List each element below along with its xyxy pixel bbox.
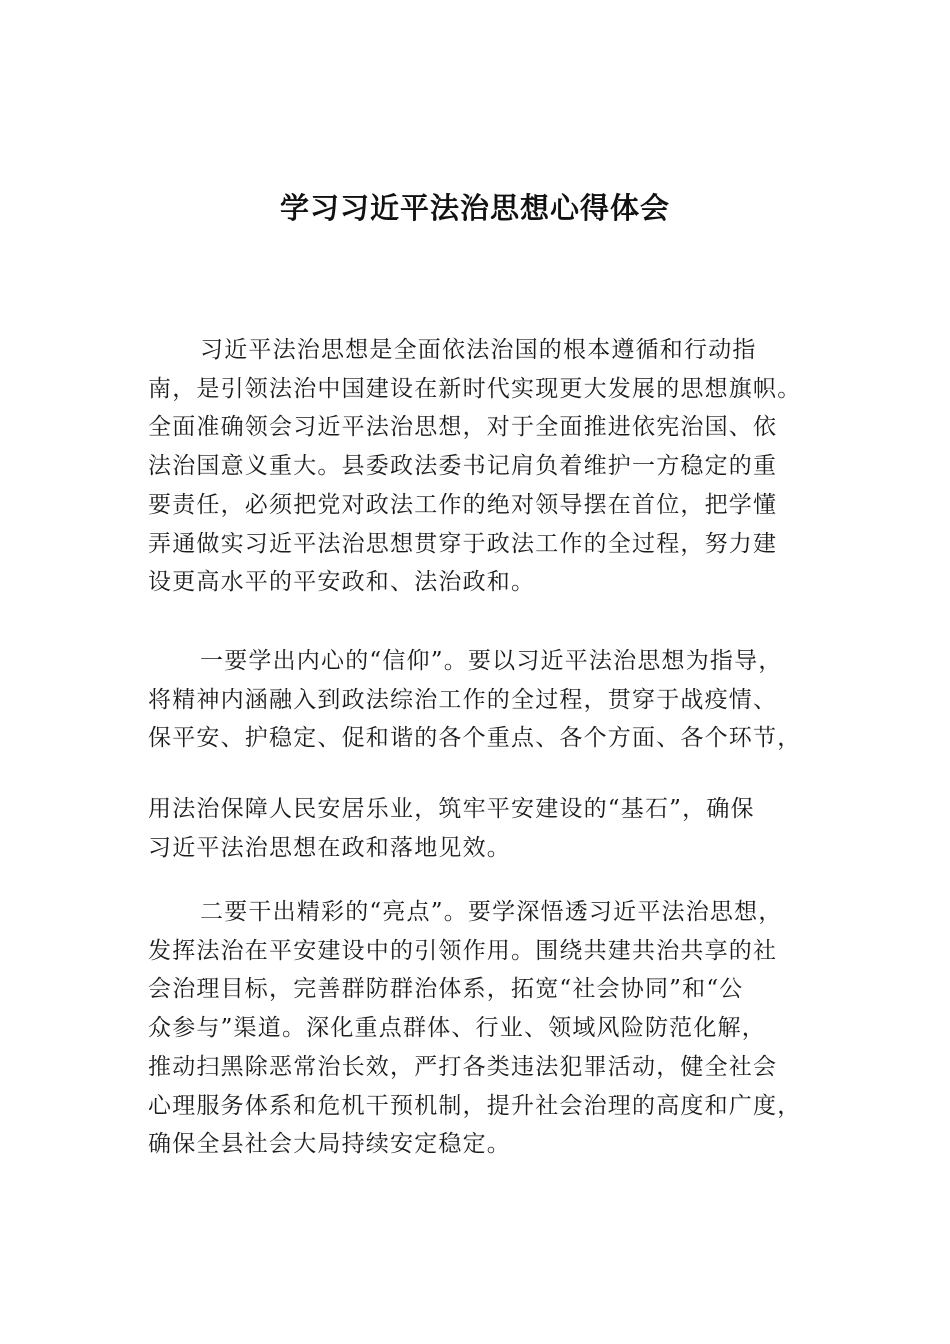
- paragraph-line: 南，是引领法治中国建设在新时代实现更大发展的思想旗帜。: [148, 375, 802, 402]
- paragraph-faith-continued: [148, 790, 816, 867]
- paragraph-line: 法治国意义重大。县委政法委书记肩负着维护一方稳定的重: [148, 453, 778, 480]
- paragraph-line: 确保全县社会大局持续安定稳定。: [148, 1131, 511, 1158]
- document-title: 学习习近平法治思想心得体会: [279, 191, 670, 225]
- paragraph-line: 心理服务体系和危机干预机制，提升社会治理的高度和广度，: [148, 1092, 802, 1119]
- paragraph-line: 发挥法治在平安建设中的引领作用。围绕共建共治共享的社: [148, 937, 778, 964]
- paragraph-line: 全面准确领会习近平法治思想，对于全面推进依宪治国、依: [148, 414, 778, 441]
- paragraph-highlights: [148, 893, 816, 1164]
- paragraph-faith: [148, 642, 816, 758]
- paragraph-line: 一要学出内心的“信仰”。要以习近平法治思想为指导，: [200, 648, 783, 674]
- paragraph-line: 用法治保障人民安居乐业，筑牢平安建设的“基石”，确保: [148, 796, 755, 822]
- paragraph-intro: [148, 331, 816, 602]
- paragraph-line: 众参与”渠道。深化重点群体、行业、领域风险防范化解，: [148, 1015, 766, 1042]
- paragraph-line: 将精神内涵融入到政法综治工作的全过程，贯穿于战疫情、: [148, 686, 778, 713]
- paragraph-line: 推动扫黑除恶常治长效，严打各类违法犯罪活动，健全社会: [148, 1053, 778, 1080]
- paragraph-line: 要责任，必须把党对政法工作的绝对领导摆在首位，把学懂: [148, 491, 778, 518]
- paragraph-line: 二要干出精彩的“亮点”。要学深悟透习近平法治思想，: [200, 899, 783, 925]
- paragraph-line: 习近平法治思想是全面依法治国的根本遵循和行动指: [200, 337, 757, 363]
- paragraph-line: 保平安、护稳定、促和谐的各个重点、各个方面、各个环节，: [148, 725, 802, 752]
- paragraph-line: 会治理目标，完善群防群治体系，拓宽“社会协同”和“公: [148, 976, 744, 1003]
- paragraph-line: 习近平法治思想在政和落地见效。: [148, 834, 511, 861]
- paragraph-line: 设更高水平的平安政和、法治政和。: [148, 569, 536, 596]
- paragraph-line: 弄通做实习近平法治思想贯穿于政法工作的全过程，努力建: [148, 530, 778, 557]
